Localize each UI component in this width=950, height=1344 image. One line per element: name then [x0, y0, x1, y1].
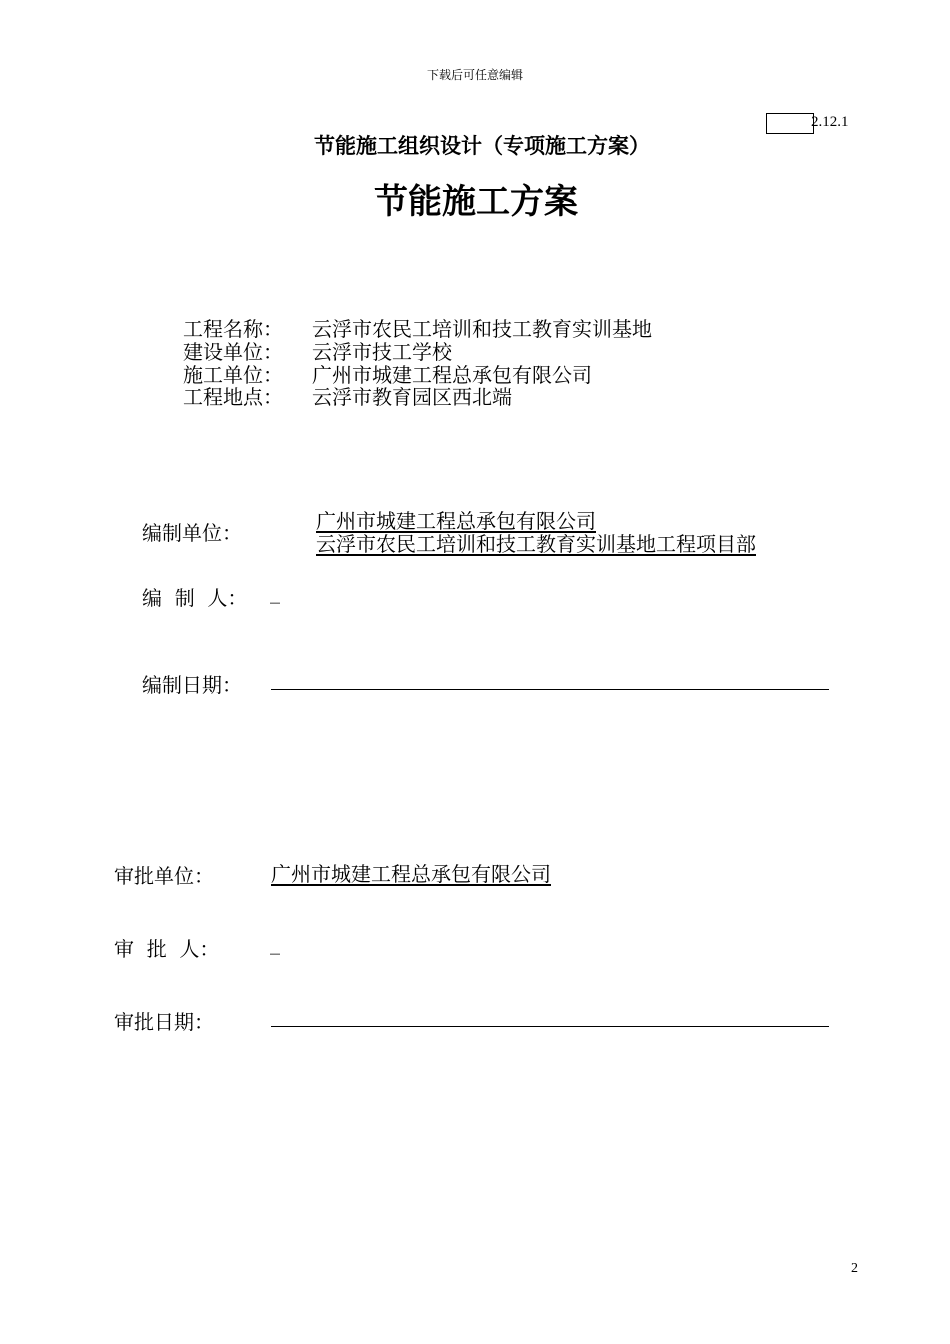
compile-date-line [271, 689, 829, 690]
owner-label: 建设单位： [183, 340, 283, 364]
compile-date-label: 编制日期： [142, 673, 242, 697]
compile-unit-line2: 云浮市农民工培训和技工教育实训基地工程项目部 [316, 532, 756, 556]
document-title: 节能施工方案 [374, 182, 578, 222]
approve-date-label: 审批日期： [114, 1010, 214, 1034]
approver-value: _ [270, 931, 280, 955]
compile-unit-label: 编制单位： [142, 521, 242, 545]
contractor-label: 施工单位： [183, 363, 283, 387]
project-name-value: 云浮市农民工培训和技工教育实训基地 [312, 317, 652, 341]
page-number: 2 [851, 1261, 858, 1276]
project-name-label: 工程名称： [183, 317, 283, 341]
location-value: 云浮市教育园区西北端 [312, 385, 512, 409]
approve-date-line [271, 1026, 829, 1027]
download-note: 下载后可任意编辑 [426, 68, 523, 82]
location-label: 工程地点： [183, 385, 283, 409]
compiler-value: _ [270, 580, 280, 604]
approve-unit-value: 广州市城建工程总承包有限公司 [271, 862, 551, 886]
contractor-value: 广州市城建工程总承包有限公司 [312, 363, 592, 387]
document-subtitle: 节能施工组织设计（专项施工方案） [314, 134, 650, 158]
compiler-label: 编 制 人： [142, 586, 248, 610]
document-code: 2.12.1 [811, 114, 849, 130]
owner-value: 云浮市技工学校 [312, 340, 452, 364]
approver-label: 审 批 人： [114, 937, 220, 961]
approve-unit-label: 审批单位： [114, 864, 214, 888]
compile-unit-line1: 广州市城建工程总承包有限公司 [316, 509, 596, 533]
